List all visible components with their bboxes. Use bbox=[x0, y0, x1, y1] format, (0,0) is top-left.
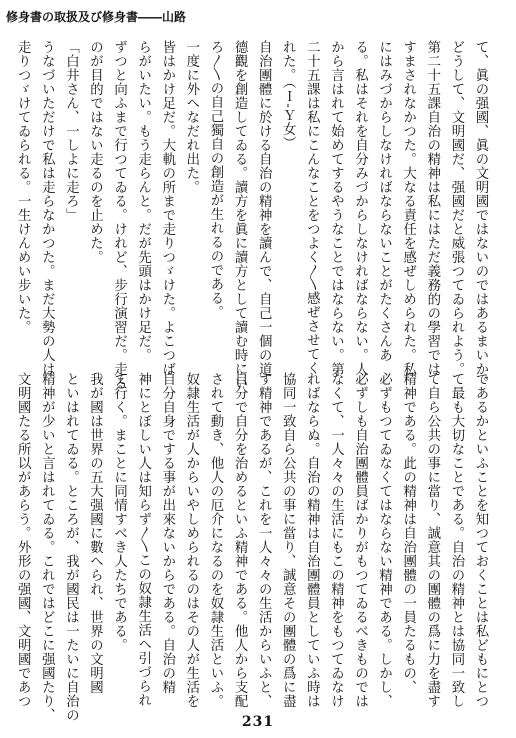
text-column: 自分自身でする事が出來ないからである。自治の精 bbox=[159, 372, 175, 694]
text-column: 自分で自分を治めるといふ精神である。他人から支配 bbox=[232, 372, 248, 708]
text-column: 文明國たる所以があらう。外形の强國、文明國であつ bbox=[15, 372, 31, 708]
text-column: 一度に外へなだれ出た。 bbox=[183, 40, 199, 194]
text-column: 我が國は世界の五大强國に數へられ、世界の文明國 bbox=[87, 372, 103, 694]
text-column: す精神であるが、これを一人々々の生活からいふと、 bbox=[256, 372, 272, 708]
text-column: れた。（Ｉ‐Ｙ女） bbox=[280, 40, 296, 151]
text-column: て自ら公共の事に當り、誠意其の團體の爲に力を盡す bbox=[424, 372, 440, 708]
text-column: 「白井さん、一しよに走ろ」 bbox=[63, 40, 79, 222]
text-column: どうして、文明國だ、强國だと威張つてゐられよう。 bbox=[448, 40, 464, 376]
text-column: 走りつゞけてゐられる。一生けんめい步いた。 bbox=[15, 40, 31, 334]
text-column: 精神である。此の精神は自治團體の一員たるもの、 bbox=[400, 372, 416, 694]
text-column: て行く。まことに同情すべき人たちである。 bbox=[111, 372, 127, 652]
text-column: る。私はそれを自分みづからしなければならない。人 bbox=[352, 40, 368, 376]
text-column: といはれてゐる。ところが、我が國民は一たいに自治の bbox=[63, 372, 79, 722]
text-column: であるかといふことを知つておくことは私どもにとつ bbox=[473, 372, 488, 708]
text-column: されて動き、他人の厄介になるのを奴隷生活といふ。 bbox=[207, 372, 223, 708]
text-column: うなづいただけで私は走らなかつた。まだ大勢の人は bbox=[39, 40, 55, 376]
text-column: 德觀を創造してゐる。讀方を眞に讀方として讀む時にい bbox=[232, 40, 248, 390]
text-column: 皆はかけ足だ。大軌の所まで走りつゞけた。よこつば bbox=[159, 40, 175, 376]
text-column: ずつと向ふまで行つてゐる。けれど、步行演習だ。走る bbox=[111, 40, 127, 390]
text-column: ればならぬ。自治の精神は自治團體員としていふ時は bbox=[304, 372, 320, 708]
page-number: 231 bbox=[241, 714, 275, 730]
text-column: 奴隷生活が人からいやしめられるのはその人が生活を bbox=[183, 372, 199, 708]
text-column: て最も大切なことである。自治の精神とは協同一致し bbox=[448, 372, 464, 708]
text-column: 二十五課は私にこんなことをつよく〳〵感ぜさせてく bbox=[304, 40, 320, 376]
text-column: ろ〳〵の自己獨自の創造が生れるのである。 bbox=[207, 40, 223, 320]
running-header: 修身書の取扱及び修身書――山路 bbox=[6, 10, 187, 24]
text-column: なくて、一人々々の生活にもこの精神をもつてゐなけ bbox=[328, 372, 344, 708]
text-column: 神にとぼしい人は知らず〳〵この奴隷生活へ引づられ bbox=[135, 372, 151, 708]
upper-text-block bbox=[2, 40, 492, 390]
text-column: 精神が少いと言はれてゐる。これではどこに强國たり、 bbox=[39, 372, 55, 722]
text-column: 必ずしも自治團體員ばかりがもつてゐるべきものでは bbox=[352, 372, 368, 708]
text-column: 第二十五課自治の精神は私にはただ義務的の學習では bbox=[424, 40, 440, 376]
text-column: 協同一致自ら公共の事に當り、誠意その團體の爲に盡 bbox=[280, 372, 296, 708]
text-column: すまされなかつた。大なる責任を感ぜしめられた。私 bbox=[400, 40, 416, 376]
text-column: 必ずもつてゐなくてはならない精神である。しかし、 bbox=[376, 372, 392, 708]
text-column: て、眞の强國、眞の文明國ではないのではあるまいか。 bbox=[473, 40, 488, 390]
text-column: らがいたい。もう走らんと。だが先頭はかけ足だ。 bbox=[135, 40, 151, 362]
text-column: から言はれて始めてするやうなことではならない。第 bbox=[328, 40, 344, 376]
text-column: 自治團體に於ける自治の精神を讀んで、自己一個の道 bbox=[256, 40, 272, 376]
text-column: のが目的ではない走るのを止めた。 bbox=[87, 40, 103, 264]
text-column: にはみづからしなければならないことがたくさんあ bbox=[376, 40, 392, 362]
